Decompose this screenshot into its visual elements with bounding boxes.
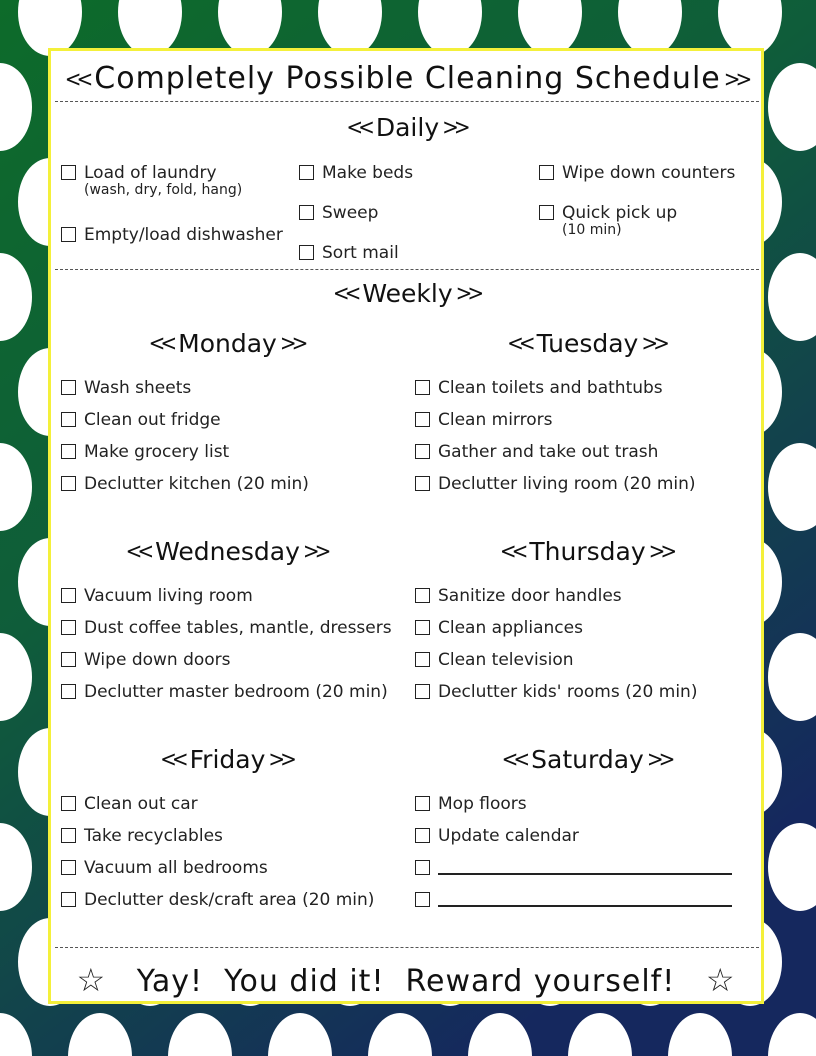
day-task-list — [415, 585, 697, 713]
task-item[interactable] — [415, 473, 696, 495]
blank-line[interactable] — [438, 891, 732, 907]
checkbox-icon[interactable] — [299, 245, 314, 260]
task-label: Take recyclables — [84, 826, 223, 846]
daily-column-3 — [539, 162, 735, 242]
checkbox-icon[interactable] — [61, 892, 76, 907]
task-item[interactable] — [61, 617, 392, 639]
star-icon: ☆ — [76, 961, 107, 999]
checkbox-icon[interactable] — [415, 476, 430, 491]
task-item[interactable] — [61, 162, 283, 184]
task-item[interactable] — [415, 441, 696, 463]
day-heading-saturday: << Saturday >> — [501, 745, 671, 774]
task-label: Clean television — [438, 650, 574, 670]
task-label: Load of laundry — [84, 163, 217, 183]
day-name: Monday — [178, 329, 277, 358]
checkbox-icon[interactable] — [61, 796, 76, 811]
checkbox-icon[interactable] — [415, 684, 430, 699]
task-label: Declutter kids' rooms (20 min) — [438, 682, 698, 702]
task-item[interactable] — [415, 857, 732, 879]
checkbox-icon[interactable] — [539, 205, 554, 220]
task-item[interactable] — [61, 473, 309, 495]
checkbox-icon[interactable] — [415, 380, 430, 395]
task-item[interactable] — [415, 585, 697, 607]
task-item[interactable] — [61, 793, 374, 815]
task-label: Wipe down counters — [562, 163, 736, 183]
task-item[interactable] — [415, 617, 697, 639]
task-item[interactable] — [61, 889, 374, 911]
task-label: Clean out fridge — [84, 410, 221, 430]
checkbox-icon[interactable] — [61, 620, 76, 635]
checkbox-icon[interactable] — [61, 227, 76, 242]
day-heading-friday: << Friday >> — [160, 745, 292, 774]
checkbox-icon[interactable] — [61, 860, 76, 875]
task-label: Mop floors — [438, 794, 527, 814]
schedule-card — [48, 48, 764, 1004]
checkbox-icon[interactable] — [61, 588, 76, 603]
checkbox-icon[interactable] — [415, 828, 430, 843]
day-name: Wednesday — [155, 537, 300, 566]
task-item[interactable] — [61, 825, 374, 847]
task-item[interactable] — [299, 162, 413, 184]
task-label: Quick pick up — [562, 203, 678, 223]
task-item[interactable] — [415, 681, 697, 703]
divider — [55, 269, 759, 270]
task-item[interactable] — [61, 649, 392, 671]
task-item[interactable] — [61, 681, 392, 703]
task-item[interactable] — [415, 825, 732, 847]
checkbox-icon[interactable] — [61, 165, 76, 180]
task-label: Declutter living room (20 min) — [438, 474, 696, 494]
task-label: Dust coffee tables, mantle, dressers — [84, 618, 392, 638]
page-title: << Completely Possible Cleaning Schedule >> — [64, 61, 748, 96]
task-label: Sweep — [322, 203, 379, 223]
checkbox-icon[interactable] — [415, 588, 430, 603]
task-item[interactable] — [61, 585, 392, 607]
task-note: (wash, dry, fold, hang) — [84, 182, 243, 198]
task-label: Declutter kitchen (20 min) — [84, 474, 309, 494]
checkbox-icon[interactable] — [539, 165, 554, 180]
daily-column-2 — [299, 162, 413, 282]
day-heading-monday: << Monday >> — [148, 329, 304, 358]
task-label: Make grocery list — [84, 442, 230, 462]
checkbox-icon[interactable] — [415, 412, 430, 427]
task-item[interactable] — [415, 793, 732, 815]
checkbox-icon[interactable] — [415, 860, 430, 875]
task-label: Sort mail — [322, 243, 399, 263]
day-task-list — [415, 377, 696, 505]
checkbox-icon[interactable] — [299, 205, 314, 220]
task-label: Vacuum all bedrooms — [84, 858, 268, 878]
daily-column-1 — [61, 162, 283, 264]
day-task-list — [61, 585, 392, 713]
task-label: Gather and take out trash — [438, 442, 659, 462]
task-item[interactable] — [539, 162, 735, 184]
task-label: Clean mirrors — [438, 410, 553, 430]
day-name: Saturday — [531, 745, 644, 774]
day-name: Friday — [189, 745, 266, 774]
task-item[interactable] — [415, 889, 732, 911]
task-item[interactable] — [299, 242, 413, 264]
weekly-heading: << Weekly >> — [332, 279, 480, 308]
task-label: Clean appliances — [438, 618, 583, 638]
day-task-list — [415, 793, 732, 921]
star-icon: ☆ — [705, 961, 736, 999]
daily-heading: << Daily >> — [346, 113, 466, 142]
task-label: Vacuum living room — [84, 586, 253, 606]
divider — [55, 947, 759, 948]
task-label: Wipe down doors — [84, 650, 231, 670]
task-label: Make beds — [322, 163, 414, 183]
checkbox-icon[interactable] — [61, 476, 76, 491]
checkbox-icon[interactable] — [415, 620, 430, 635]
task-note: (10 min) — [562, 222, 622, 238]
task-label: Wash sheets — [84, 378, 192, 398]
reward-text: Yay! You did it! Reward yourself! — [136, 964, 676, 999]
day-task-list — [61, 793, 374, 921]
checkbox-icon[interactable] — [61, 828, 76, 843]
task-item[interactable] — [415, 409, 696, 431]
task-item[interactable] — [539, 202, 735, 224]
task-item[interactable] — [61, 377, 309, 399]
checkbox-icon[interactable] — [415, 796, 430, 811]
task-label: Update calendar — [438, 826, 579, 846]
divider — [55, 101, 759, 102]
checkbox-icon[interactable] — [61, 684, 76, 699]
reward-footer — [51, 961, 761, 999]
title-right-ornament: >> — [723, 65, 748, 93]
checkbox-icon[interactable] — [61, 412, 76, 427]
task-label: Declutter master bedroom (20 min) — [84, 682, 388, 702]
task-label: Clean toilets and bathtubs — [438, 378, 663, 398]
day-name: Tuesday — [536, 329, 639, 358]
checkbox-icon[interactable] — [415, 444, 430, 459]
checkbox-icon[interactable] — [61, 444, 76, 459]
task-label: Declutter desk/craft area (20 min) — [84, 890, 375, 910]
day-task-list — [61, 377, 309, 505]
title-left-ornament: << — [64, 65, 89, 93]
checkbox-icon[interactable] — [299, 165, 314, 180]
task-item[interactable] — [415, 649, 697, 671]
task-item[interactable] — [299, 202, 413, 224]
task-item[interactable] — [61, 857, 374, 879]
checkbox-icon[interactable] — [415, 892, 430, 907]
task-item[interactable] — [61, 441, 309, 463]
task-label: Clean out car — [84, 794, 198, 814]
day-heading-tuesday: << Tuesday >> — [507, 329, 665, 358]
day-name: Thursday — [529, 537, 646, 566]
task-item[interactable] — [61, 224, 283, 246]
task-label: Sanitize door handles — [438, 586, 622, 606]
task-item[interactable] — [415, 377, 696, 399]
blank-line[interactable] — [438, 859, 732, 875]
checkbox-icon[interactable] — [61, 652, 76, 667]
task-label: Empty/load dishwasher — [84, 225, 283, 245]
task-item[interactable] — [61, 409, 309, 431]
day-heading-thursday: << Thursday >> — [499, 537, 673, 566]
day-heading-wednesday: << Wednesday >> — [125, 537, 327, 566]
checkbox-icon[interactable] — [61, 380, 76, 395]
checkbox-icon[interactable] — [415, 652, 430, 667]
